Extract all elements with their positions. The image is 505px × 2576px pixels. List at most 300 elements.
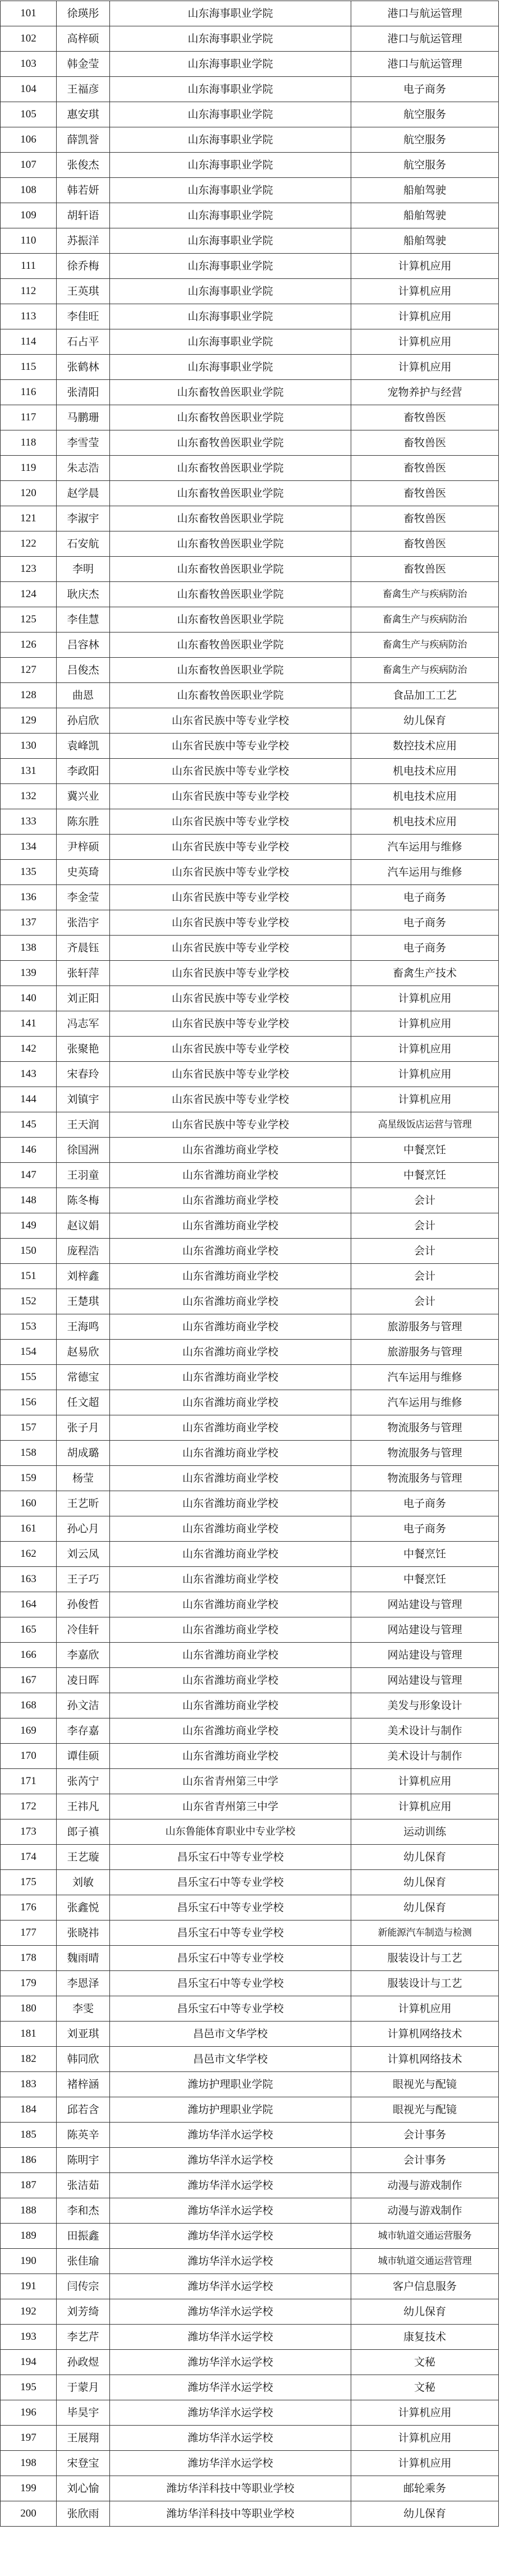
student-name: 于蒙月 (57, 2375, 110, 2400)
row-number: 196 (1, 2400, 57, 2426)
row-number: 116 (1, 380, 57, 405)
student-name: 凌日晖 (57, 1668, 110, 1693)
table-row (1, 1895, 499, 1920)
school-name: 潍坊华洋水运学校 (110, 2249, 351, 2274)
school-name: 潍坊华洋水运学校 (110, 2325, 351, 2350)
school-name: 昌邑市文华学校 (110, 2047, 351, 2072)
table-row (1, 1693, 499, 1718)
table-row (1, 1718, 499, 1744)
major-name: 计算机应用 (351, 1062, 499, 1087)
school-name: 山东海事职业学院 (110, 279, 351, 304)
major-name: 城市轨道交通运营服务 (351, 2224, 499, 2249)
table-row (1, 1340, 499, 1365)
school-name: 山东省潍坊商业学校 (110, 1188, 351, 1213)
major-name: 网站建设与管理 (351, 1617, 499, 1643)
table-row (1, 1567, 499, 1592)
school-name: 山东省潍坊商业学校 (110, 1491, 351, 1516)
row-number: 110 (1, 228, 57, 254)
school-name: 山东省民族中等专业学校 (110, 986, 351, 1011)
school-name: 山东省民族中等专业学校 (110, 860, 351, 885)
school-name: 昌乐宝石中等专业学校 (110, 1845, 351, 1870)
row-number: 109 (1, 203, 57, 228)
school-name: 山东畜牧兽医职业学院 (110, 380, 351, 405)
school-name: 潍坊华洋水运学校 (110, 2198, 351, 2224)
school-name: 昌乐宝石中等专业学校 (110, 1920, 351, 1946)
row-number: 175 (1, 1870, 57, 1895)
major-name: 船舶驾驶 (351, 203, 499, 228)
row-number: 119 (1, 456, 57, 481)
school-name: 山东省潍坊商业学校 (110, 1415, 351, 1441)
student-name: 刘云凤 (57, 1542, 110, 1567)
student-name: 韩同欣 (57, 2047, 110, 2072)
student-name: 李佳旺 (57, 304, 110, 329)
school-name: 山东省民族中等专业学校 (110, 809, 351, 835)
row-number: 193 (1, 2325, 57, 2350)
major-name: 畜牧兽医 (351, 481, 499, 506)
table-row (1, 1794, 499, 1819)
table-row (1, 2123, 499, 2148)
major-name: 美发与形象设计 (351, 1693, 499, 1718)
school-name: 潍坊华洋水运学校 (110, 2173, 351, 2198)
school-name: 山东省民族中等专业学校 (110, 784, 351, 809)
school-name: 山东海事职业学院 (110, 26, 351, 52)
student-name: 张洁茹 (57, 2173, 110, 2198)
table-row (1, 77, 499, 102)
table-row (1, 1441, 499, 1466)
school-name: 山东海事职业学院 (110, 1, 351, 26)
student-name: 李政阳 (57, 759, 110, 784)
major-name: 畜牧兽医 (351, 405, 499, 430)
student-name: 薛凯誉 (57, 127, 110, 153)
school-name: 潍坊华洋水运学校 (110, 2426, 351, 2451)
major-name: 动漫与游戏制作 (351, 2198, 499, 2224)
student-name: 赵学晨 (57, 481, 110, 506)
major-name: 航空服务 (351, 153, 499, 178)
row-number: 132 (1, 784, 57, 809)
table-row (1, 506, 499, 531)
row-number: 159 (1, 1466, 57, 1491)
student-name: 张佳瑜 (57, 2249, 110, 2274)
major-name: 幼儿保育 (351, 1845, 499, 1870)
school-name: 昌乐宝石中等专业学校 (110, 1870, 351, 1895)
school-name: 山东省青州第三中学 (110, 1794, 351, 1819)
school-name: 山东省民族中等专业学校 (110, 1112, 351, 1138)
row-number: 115 (1, 355, 57, 380)
major-name: 畜禽生产与疾病防治 (351, 582, 499, 607)
table-row (1, 355, 499, 380)
major-name: 中餐烹饪 (351, 1138, 499, 1163)
major-name: 文秘 (351, 2350, 499, 2375)
table-row (1, 1138, 499, 1163)
student-name: 李存嘉 (57, 1718, 110, 1744)
school-name: 山东海事职业学院 (110, 127, 351, 153)
table-row (1, 860, 499, 885)
major-name: 计算机应用 (351, 2400, 499, 2426)
table-row (1, 127, 499, 153)
student-name: 尹梓硕 (57, 835, 110, 860)
major-name: 幼儿保育 (351, 1870, 499, 1895)
major-name: 计算机应用 (351, 1769, 499, 1794)
row-number: 161 (1, 1516, 57, 1542)
table-row (1, 1087, 499, 1112)
major-name: 船舶驾驶 (351, 228, 499, 254)
student-name: 刘敏 (57, 1870, 110, 1895)
student-name: 苏振洋 (57, 228, 110, 254)
school-name: 潍坊护理职业学院 (110, 2072, 351, 2097)
row-number: 122 (1, 531, 57, 557)
school-name: 山东省民族中等专业学校 (110, 1062, 351, 1087)
student-name: 刘亚琪 (57, 2022, 110, 2047)
major-name: 服装设计与工艺 (351, 1946, 499, 1971)
student-name: 石占平 (57, 329, 110, 355)
student-name: 李雪莹 (57, 430, 110, 456)
table-row (1, 632, 499, 658)
student-name: 李和杰 (57, 2198, 110, 2224)
school-name: 潍坊华洋水运学校 (110, 2451, 351, 2476)
row-number: 200 (1, 2501, 57, 2527)
row-number: 108 (1, 178, 57, 203)
row-number: 160 (1, 1491, 57, 1516)
major-name: 物流服务与管理 (351, 1441, 499, 1466)
student-name: 陈冬梅 (57, 1188, 110, 1213)
table-row (1, 1390, 499, 1415)
school-name: 潍坊华洋水运学校 (110, 2224, 351, 2249)
table-row (1, 2325, 499, 2350)
row-number: 183 (1, 2072, 57, 2097)
school-name: 山东海事职业学院 (110, 329, 351, 355)
major-name: 电子商务 (351, 885, 499, 910)
school-name: 昌乐宝石中等专业学校 (110, 1996, 351, 2022)
table-row (1, 1415, 499, 1441)
table-row (1, 759, 499, 784)
school-name: 山东畜牧兽医职业学院 (110, 430, 351, 456)
school-name: 山东省民族中等专业学校 (110, 835, 351, 860)
school-name: 山东省民族中等专业学校 (110, 910, 351, 936)
major-name: 旅游服务与管理 (351, 1340, 499, 1365)
student-name: 冀兴业 (57, 784, 110, 809)
table-row (1, 2022, 499, 2047)
major-name: 文秘 (351, 2375, 499, 2400)
student-name: 孙俊哲 (57, 1592, 110, 1617)
table-row (1, 304, 499, 329)
row-number: 182 (1, 2047, 57, 2072)
student-name: 王展翔 (57, 2426, 110, 2451)
school-name: 山东畜牧兽医职业学院 (110, 683, 351, 708)
table-row (1, 1971, 499, 1996)
table-row (1, 2173, 499, 2198)
major-name: 航空服务 (351, 127, 499, 153)
student-name: 陈明宇 (57, 2148, 110, 2173)
student-name: 史英琦 (57, 860, 110, 885)
school-name: 潍坊华洋水运学校 (110, 2274, 351, 2299)
row-number: 195 (1, 2375, 57, 2400)
major-name: 物流服务与管理 (351, 1466, 499, 1491)
student-name: 韩若妍 (57, 178, 110, 203)
table-row (1, 885, 499, 910)
student-name: 李雯 (57, 1996, 110, 2022)
student-name: 徐国洲 (57, 1138, 110, 1163)
table-row (1, 1188, 499, 1213)
table-row (1, 2476, 499, 2501)
student-name: 宋春玲 (57, 1062, 110, 1087)
table-row (1, 2249, 499, 2274)
major-name: 畜牧兽医 (351, 506, 499, 531)
row-number: 174 (1, 1845, 57, 1870)
table-row (1, 1668, 499, 1693)
student-name: 王羽童 (57, 1163, 110, 1188)
student-name: 袁峰凯 (57, 734, 110, 759)
major-name: 会计事务 (351, 2148, 499, 2173)
table-row (1, 1112, 499, 1138)
major-name: 食品加工工艺 (351, 683, 499, 708)
major-name: 眼视光与配镜 (351, 2072, 499, 2097)
major-name: 幼儿保育 (351, 2501, 499, 2527)
major-name: 汽车运用与维修 (351, 860, 499, 885)
row-number: 162 (1, 1542, 57, 1567)
table-row (1, 430, 499, 456)
school-name: 山东省民族中等专业学校 (110, 734, 351, 759)
major-name: 会计 (351, 1264, 499, 1289)
row-number: 128 (1, 683, 57, 708)
table-row (1, 380, 499, 405)
student-name: 王艺璇 (57, 1845, 110, 1870)
row-number: 191 (1, 2274, 57, 2299)
table-row (1, 1744, 499, 1769)
table-row (1, 178, 499, 203)
student-name: 张轩萍 (57, 961, 110, 986)
student-name: 张芮宁 (57, 1769, 110, 1794)
school-name: 山东省民族中等专业学校 (110, 885, 351, 910)
major-name: 计算机应用 (351, 355, 499, 380)
row-number: 146 (1, 1138, 57, 1163)
row-number: 180 (1, 1996, 57, 2022)
school-name: 山东省潍坊商业学校 (110, 1718, 351, 1744)
row-number: 135 (1, 860, 57, 885)
major-name: 高星级饭店运营与管理 (351, 1112, 499, 1138)
major-name: 畜牧兽医 (351, 456, 499, 481)
row-number: 151 (1, 1264, 57, 1289)
table-row (1, 2198, 499, 2224)
student-name: 刘心愉 (57, 2476, 110, 2501)
major-name: 计算机应用 (351, 1037, 499, 1062)
row-number: 154 (1, 1340, 57, 1365)
school-name: 山东省潍坊商业学校 (110, 1264, 351, 1289)
row-number: 120 (1, 481, 57, 506)
student-name: 冯志军 (57, 1011, 110, 1037)
row-number: 177 (1, 1920, 57, 1946)
row-number: 101 (1, 1, 57, 26)
school-name: 山东省潍坊商业学校 (110, 1567, 351, 1592)
major-name: 畜牧兽医 (351, 557, 499, 582)
major-name: 机电技术应用 (351, 809, 499, 835)
school-name: 山东畜牧兽医职业学院 (110, 405, 351, 430)
major-name: 航空服务 (351, 102, 499, 127)
table-row (1, 2375, 499, 2400)
row-number: 188 (1, 2198, 57, 2224)
school-name: 山东省潍坊商业学校 (110, 1542, 351, 1567)
school-name: 潍坊华洋水运学校 (110, 2123, 351, 2148)
school-name: 山东畜牧兽医职业学院 (110, 481, 351, 506)
table-row (1, 1845, 499, 1870)
row-number: 124 (1, 582, 57, 607)
school-name: 山东畜牧兽医职业学院 (110, 658, 351, 683)
student-name: 张清阳 (57, 380, 110, 405)
table-row (1, 2274, 499, 2299)
table-row (1, 1819, 499, 1845)
school-name: 山东省潍坊商业学校 (110, 1340, 351, 1365)
student-name: 宋登宝 (57, 2451, 110, 2476)
school-name: 潍坊华洋水运学校 (110, 2375, 351, 2400)
row-number: 170 (1, 1744, 57, 1769)
row-number: 131 (1, 759, 57, 784)
student-name: 王祎凡 (57, 1794, 110, 1819)
major-name: 幼儿保育 (351, 2299, 499, 2325)
major-name: 机电技术应用 (351, 759, 499, 784)
major-name: 美术设计与制作 (351, 1718, 499, 1744)
table-row (1, 2224, 499, 2249)
roster-table (0, 1, 499, 2527)
row-number: 169 (1, 1718, 57, 1744)
school-name: 昌乐宝石中等专业学校 (110, 1895, 351, 1920)
table-row (1, 1, 499, 26)
table-row (1, 102, 499, 127)
major-name: 计算机网络技术 (351, 2022, 499, 2047)
row-number: 147 (1, 1163, 57, 1188)
row-number: 189 (1, 2224, 57, 2249)
table-row (1, 2072, 499, 2097)
student-name: 韩金莹 (57, 52, 110, 77)
row-number: 129 (1, 708, 57, 734)
school-name: 山东海事职业学院 (110, 254, 351, 279)
student-name: 王楚琪 (57, 1289, 110, 1314)
table-row (1, 708, 499, 734)
student-name: 张鹤林 (57, 355, 110, 380)
school-name: 山东省潍坊商业学校 (110, 1617, 351, 1643)
row-number: 103 (1, 52, 57, 77)
row-number: 126 (1, 632, 57, 658)
row-number: 192 (1, 2299, 57, 2325)
major-name: 新能源汽车制造与检测 (351, 1920, 499, 1946)
row-number: 197 (1, 2426, 57, 2451)
row-number: 190 (1, 2249, 57, 2274)
row-number: 144 (1, 1087, 57, 1112)
row-number: 176 (1, 1895, 57, 1920)
row-number: 199 (1, 2476, 57, 2501)
student-name: 高梓硕 (57, 26, 110, 52)
table-row (1, 405, 499, 430)
school-name: 潍坊华洋科技中等职业学校 (110, 2476, 351, 2501)
row-number: 166 (1, 1643, 57, 1668)
table-row (1, 1289, 499, 1314)
student-name: 杨莹 (57, 1466, 110, 1491)
table-row (1, 607, 499, 632)
student-name: 张俊杰 (57, 153, 110, 178)
student-name: 吕容林 (57, 632, 110, 658)
table-row (1, 2350, 499, 2375)
student-name: 张子月 (57, 1415, 110, 1441)
major-name: 计算机网络技术 (351, 2047, 499, 2072)
school-name: 山东畜牧兽医职业学院 (110, 632, 351, 658)
student-name: 惠安琪 (57, 102, 110, 127)
major-name: 计算机应用 (351, 304, 499, 329)
school-name: 潍坊华洋水运学校 (110, 2400, 351, 2426)
school-name: 山东省民族中等专业学校 (110, 1087, 351, 1112)
school-name: 山东省民族中等专业学校 (110, 708, 351, 734)
table-row (1, 1946, 499, 1971)
major-name: 会计 (351, 1239, 499, 1264)
major-name: 物流服务与管理 (351, 1415, 499, 1441)
row-number: 152 (1, 1289, 57, 1314)
table-row (1, 1870, 499, 1895)
major-name: 畜禽生产技术 (351, 961, 499, 986)
major-name: 网站建设与管理 (351, 1592, 499, 1617)
student-name: 李淑宇 (57, 506, 110, 531)
major-name: 畜牧兽医 (351, 531, 499, 557)
table-row (1, 52, 499, 77)
table-row (1, 1592, 499, 1617)
student-name: 王艺昕 (57, 1491, 110, 1516)
student-name: 耿庆杰 (57, 582, 110, 607)
school-name: 山东省民族中等专业学校 (110, 1037, 351, 1062)
table-row (1, 961, 499, 986)
row-number: 113 (1, 304, 57, 329)
table-row (1, 1062, 499, 1087)
table-row (1, 683, 499, 708)
major-name: 会计事务 (351, 2123, 499, 2148)
student-name: 王福彦 (57, 77, 110, 102)
row-number: 185 (1, 2123, 57, 2148)
row-number: 184 (1, 2097, 57, 2123)
school-name: 山东畜牧兽医职业学院 (110, 506, 351, 531)
school-name: 潍坊华洋水运学校 (110, 2299, 351, 2325)
major-name: 船舶驾驶 (351, 178, 499, 203)
table-row (1, 1920, 499, 1946)
school-name: 山东省青州第三中学 (110, 1769, 351, 1794)
school-name: 山东省潍坊商业学校 (110, 1138, 351, 1163)
row-number: 105 (1, 102, 57, 127)
major-name: 数控技术应用 (351, 734, 499, 759)
student-name: 曲恩 (57, 683, 110, 708)
row-number: 111 (1, 254, 57, 279)
row-number: 137 (1, 910, 57, 936)
school-name: 山东省潍坊商业学校 (110, 1516, 351, 1542)
student-name: 齐晨钰 (57, 936, 110, 961)
table-row (1, 228, 499, 254)
row-number: 179 (1, 1971, 57, 1996)
major-name: 宠物养护与经营 (351, 380, 499, 405)
student-name: 张晓祎 (57, 1920, 110, 1946)
major-name: 畜禽生产与疾病防治 (351, 658, 499, 683)
table-row (1, 1213, 499, 1239)
school-name: 昌邑市文华学校 (110, 2022, 351, 2047)
row-number: 121 (1, 506, 57, 531)
row-number: 106 (1, 127, 57, 153)
table-row (1, 2426, 499, 2451)
row-number: 141 (1, 1011, 57, 1037)
table-row (1, 1542, 499, 1567)
row-number: 149 (1, 1213, 57, 1239)
major-name: 汽车运用与维修 (351, 835, 499, 860)
school-name: 山东海事职业学院 (110, 355, 351, 380)
school-name: 山东畜牧兽医职业学院 (110, 456, 351, 481)
table-row (1, 1466, 499, 1491)
row-number: 153 (1, 1314, 57, 1340)
table-row (1, 1769, 499, 1794)
major-name: 幼儿保育 (351, 1895, 499, 1920)
student-name: 李嘉欣 (57, 1643, 110, 1668)
table-row (1, 1314, 499, 1340)
student-name: 王海鸣 (57, 1314, 110, 1340)
